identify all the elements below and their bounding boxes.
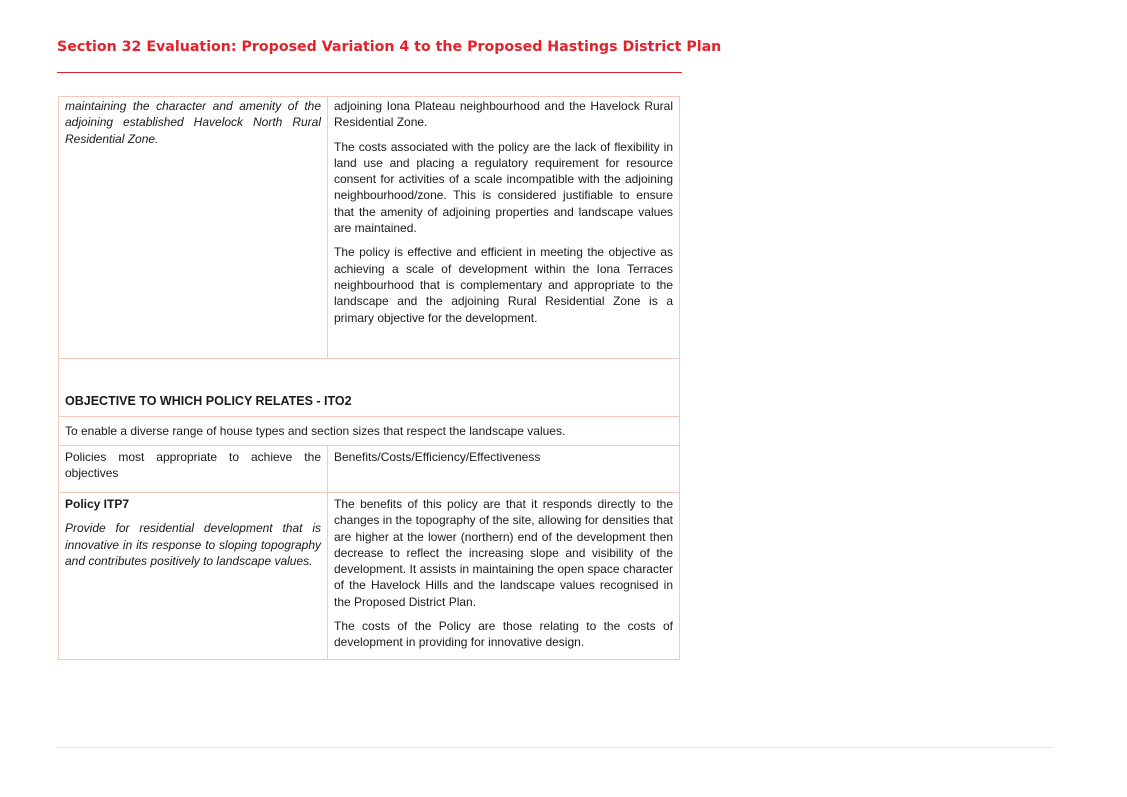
evaluation-cell [328, 493, 680, 660]
column-header-policies [59, 446, 328, 493]
policy-name: Policy ITP7 [65, 497, 130, 511]
policy-cell [59, 493, 328, 660]
footer-rule [57, 747, 1053, 748]
table-row [59, 493, 680, 660]
document-title: Section 32 Evaluation: Proposed Variation 4 to the Proposed Hastings District Plan [57, 39, 722, 55]
column-header-evaluation [328, 446, 680, 493]
objective-text-cell [59, 417, 680, 446]
evaluation-paragraph: adjoining Iona Plateau neighbourhood and the Havelock Rural Residential Zone. [334, 99, 673, 130]
table-row [59, 446, 680, 493]
objective-heading: OBJECTIVE TO WHICH POLICY RELATES - ITO2 [65, 393, 352, 408]
policy-continuation-text: maintaining the character and amenity of the adjoining established Havelock North Rural Residential Zone. [65, 99, 321, 146]
table-row [59, 417, 680, 446]
header-rule [57, 72, 682, 73]
evaluation-table [58, 96, 680, 660]
table-row [59, 359, 680, 417]
policy-cell [59, 97, 328, 359]
page-header [57, 38, 722, 56]
evaluation-paragraph: The costs of the Policy are those relating to the costs of development in providing for innovative design. [334, 619, 673, 650]
column-header-policies-label: Policies most appropriate to achieve the objectives [65, 450, 321, 481]
objective-text: To enable a diverse range of house types and section sizes that respect the landscape values. [65, 423, 566, 438]
policy-description: Provide for residential development that is innovative in its response to sloping topography and contributes positively to landscape values. [65, 521, 321, 568]
evaluation-paragraph: The costs associated with the policy are the lack of flexibility in land use and placing a regulatory requirement for resource consent for activities of a scale incompatible with the adjoining neighbourhood/zone. This is considered justifiable to ensure that the amenity of adjoining properties and landscape values are maintained. [334, 139, 673, 236]
evaluation-paragraph: The policy is effective and efficient in meeting the objective as achieving a scale of development within the Iona Terraces neighbourhood that is complementary and appropriate to the landscape and the adjoining Rural Residential Zone is a primary objective for the development. [334, 245, 673, 325]
evaluation-cell [328, 97, 680, 359]
column-header-evaluation-label: Benefits/Costs/Efficiency/Effectiveness [334, 450, 541, 464]
table-row [59, 97, 680, 359]
objective-heading-cell [59, 359, 680, 417]
evaluation-paragraph: The benefits of this policy are that it responds directly to the changes in the topography of the site, allowing for densities that are higher at the lower (northern) end of the development then decrease to reflect the increasing slope and visibility of the development. It assists in maintaining the open space character of the Havelock Hills and the landscape values recognised in the Proposed District Plan. [334, 497, 673, 609]
